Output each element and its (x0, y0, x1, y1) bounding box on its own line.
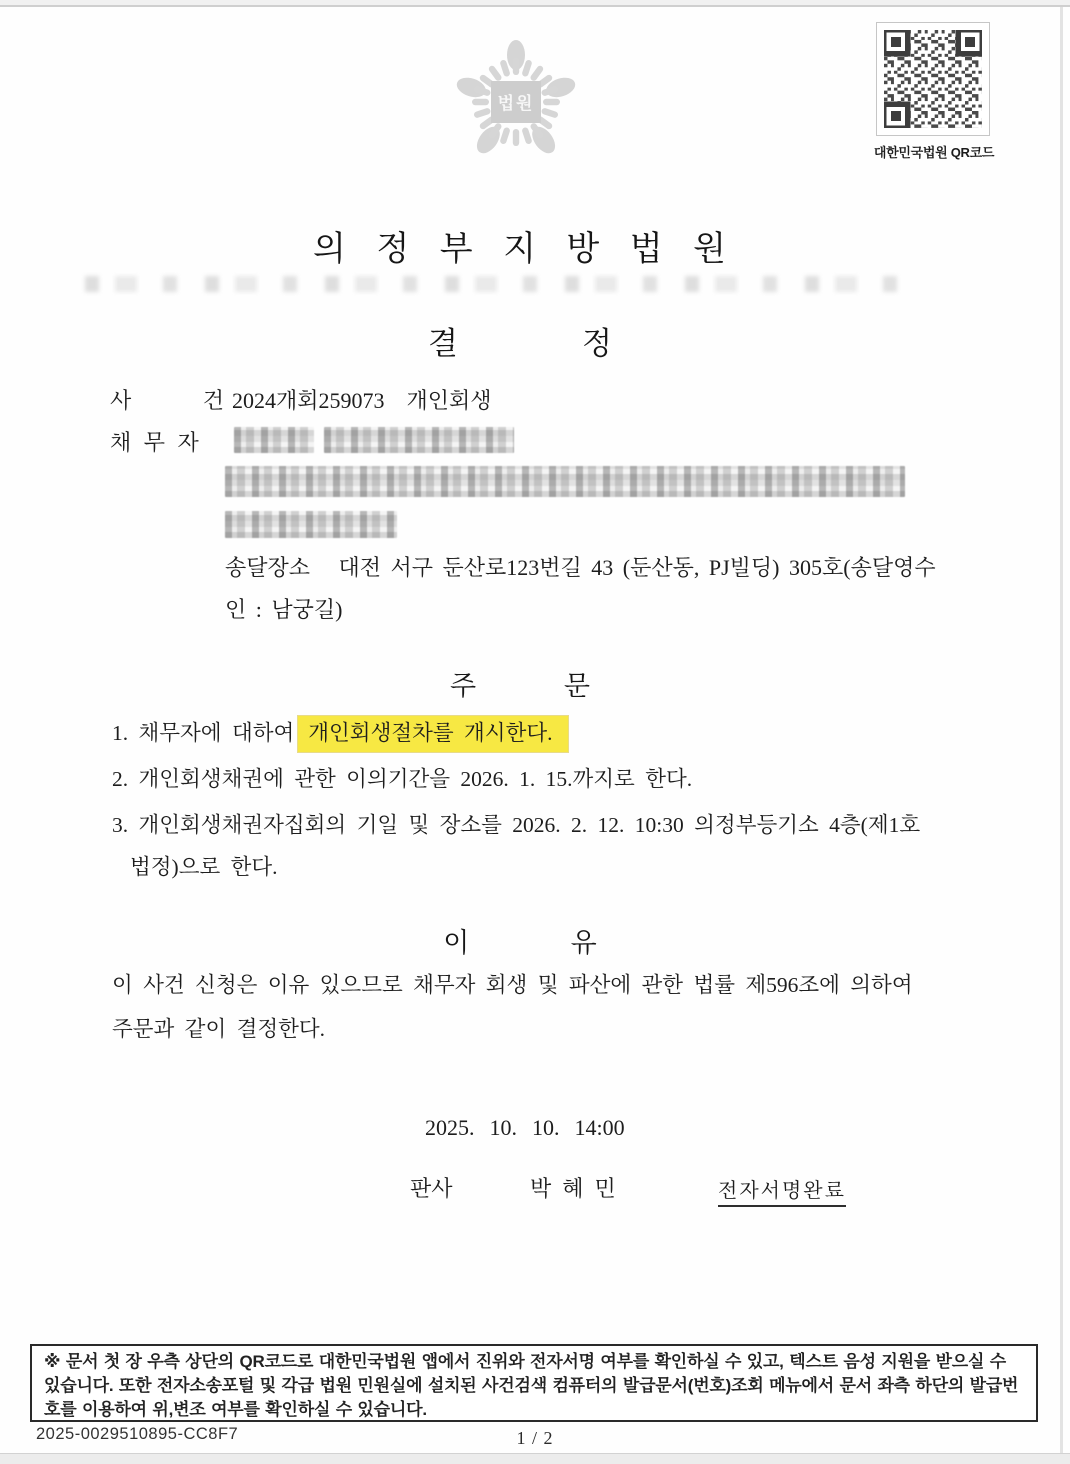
case-number-label: 사 건 (110, 388, 225, 413)
qr-finder-top-right (958, 30, 982, 54)
reason-paragraph-line1: 이 사건 신청은 이유 있으므로 채무자 회생 및 파산에 관한 법률 제596조에 의하여 (112, 973, 913, 997)
court-seal-icon (440, 38, 592, 171)
scan-edge-bottom (0, 1453, 1070, 1464)
verification-notice-box (30, 1344, 1038, 1422)
qr-finder-bottom-left (884, 104, 908, 128)
order-item-3-line1: 3. 개인회생채권자집회의 기일 및 장소를 2026. 2. 12. 10:30 의정부등기소 4층(제1호 (112, 813, 921, 837)
order-section-heading: 주 문 (450, 671, 590, 701)
judge-name: 박 혜 민 (530, 1176, 616, 1201)
order-item-1-prefix: 1. 채무자에 대하여 (112, 721, 295, 745)
order-item-3-line2: 법정)으로 한다. (130, 855, 278, 879)
debtor-label: 채 무 자 (110, 430, 199, 455)
service-address-line2: 인 : 남궁길) (225, 597, 343, 622)
verification-notice-text: ※ 문서 첫 장 우측 상단의 QR코드로 대한민국법원 앱에서 진위와 전자서명 여부를 확인하실 수 있고, 텍스트 음성 지원을 받으실 수 있습니다. 또한 전자소송포털 및 각급 법원 민원실에 설치된 사건검색 컴퓨터의 발급문서(번호)조회 메뉴에서 문서 좌측 하단의 발급번호를 이용하여 위,변조 여부를 확인하실 수 있습니다. (44, 1352, 1019, 1419)
order-item-2: 2. 개인회생채권에 관한 이의기간을 2026. 1. 15.까지로 한다. (112, 767, 693, 791)
reason-paragraph-line2: 주문과 같이 결정한다. (112, 1017, 326, 1041)
page-indicator: 1 / 2 (516, 1428, 554, 1448)
qr-code-caption: 대한민국법원 QR코드 (873, 145, 995, 160)
judge-title-label: 판사 (410, 1176, 453, 1201)
scan-edge-right (1060, 7, 1063, 1453)
issuance-number: 2025-0029510895-CC8F7 (36, 1425, 239, 1443)
seal-center-text: 법원 (497, 94, 535, 113)
scan-edge-top (0, 0, 1070, 7)
reason-section-heading: 이 유 (443, 928, 597, 958)
redacted-debtor-address-line2 (225, 511, 397, 538)
qr-finder-top-left (884, 30, 908, 54)
redacted-debtor-name (234, 427, 314, 453)
order-item-1-highlighted-text: 개인회생절차를 개시한다. (298, 716, 568, 752)
bleed-through-artifact (85, 276, 925, 292)
court-name-title: 의 정 부 지 방 법 원 (313, 231, 727, 268)
decision-datetime: 2025. 10. 10. 14:00 (425, 1115, 625, 1140)
redacted-debtor-id (324, 427, 514, 453)
service-address-line1: 송달장소 대전 서구 둔산로123번길 43 (둔산동, PJ빌딩) 305호(송달영수 (225, 555, 936, 580)
redacted-debtor-address-line1 (225, 466, 905, 497)
qr-code (876, 22, 990, 136)
case-number-value: 2024개회259073 개인회생 (232, 388, 492, 413)
electronic-signature-stamp: 전자서명완료 (718, 1174, 846, 1207)
document-type-heading: 결 정 (428, 326, 612, 361)
order-item-1 (112, 716, 568, 747)
